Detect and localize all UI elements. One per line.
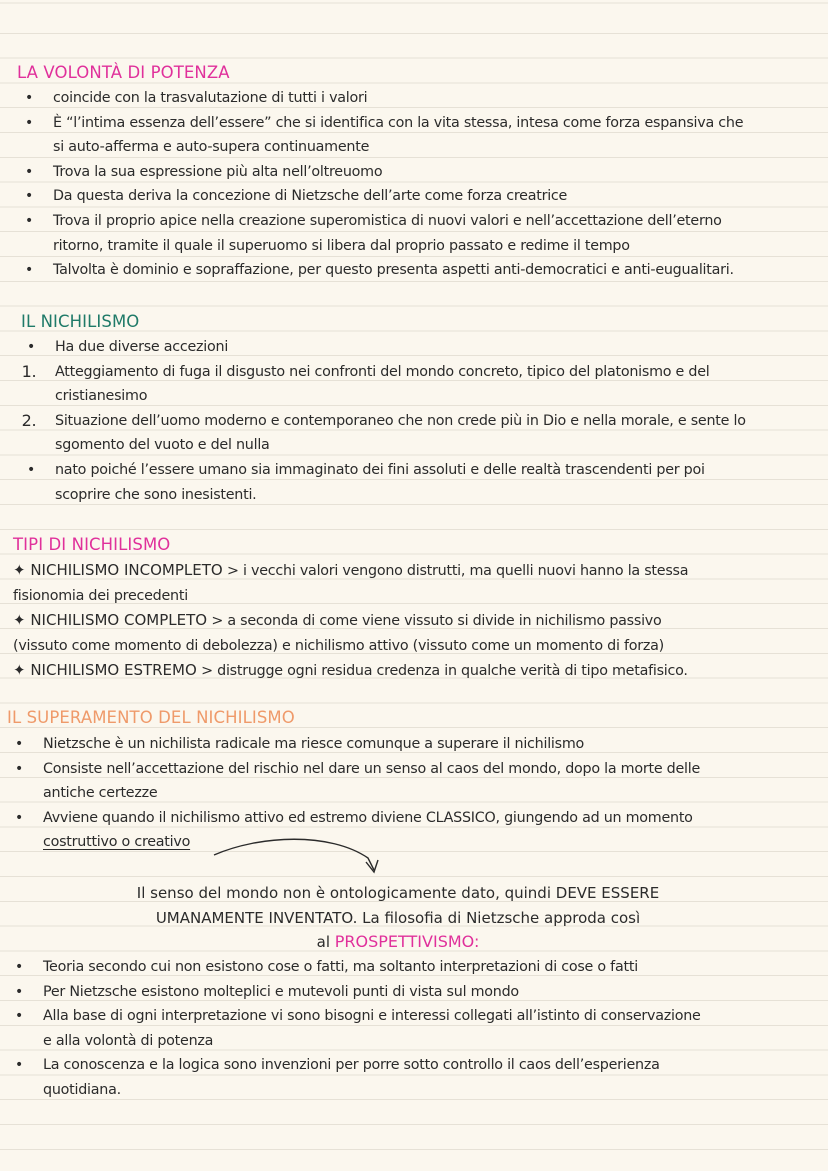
bullet-marker: • [24,188,33,205]
section-title-superamento: IL SUPERAMENTO DEL NICHILISMO [7,708,295,727]
list-item-line: cristianesimo [55,388,148,405]
prospettivismo-intro [100,881,696,955]
list-item-line: Atteggiamento di fuga il disgusto nei confronti del mondo concreto, tipico del platonismo e del [55,363,710,380]
list-item-line: Talvolta è dominio e sopraffazione, per questo presenta aspetti anti-democratici e anti-eugualitari. [53,262,734,279]
arrow-head [366,860,378,872]
list-item-line: Situazione dell’uomo moderno e contemporaneo che non crede più in Dio e nella morale, e sente lo [55,412,746,429]
list-item-line: Trova il proprio apice nella creazione superomistica di nuovi valori e nell’accettazione dell’eterno [53,212,722,229]
list-item-line: scoprire che sono inesistenti. [55,486,257,503]
tipi-keyword: ✦ NICHILISMO ESTREMO [13,661,197,680]
list-item-line: Per Nietzsche esistono molteplici e mutevoli punti di vista sul mondo [43,983,519,1000]
bullet-marker: • [24,212,33,229]
bullet-marker: 1. [21,361,37,381]
bullet-marker: • [14,1008,23,1025]
list-item [24,258,743,283]
bullet-marker: • [24,114,33,131]
list-item [24,86,743,111]
list-item [24,111,744,160]
tipi-text: fisionomia dei precedenti [13,587,188,604]
center-line-3 [100,930,696,955]
list-item [14,732,700,757]
list-item-line: costruttivo o creativo [43,834,191,851]
list-item-line: La conoscenza e la logica sono invenzioni per porre sotto controllo il caos dell’esperienza [43,1057,660,1074]
list-item [26,458,746,507]
list-item [14,980,701,1005]
list-volonta [24,86,744,283]
bullet-marker: 2. [21,410,37,430]
tipi-line [13,558,688,584]
list-item-line: Avviene quando il nichilismo attivo ed estremo diviene CLASSICO, giungendo ad un momento [43,809,693,826]
bullet-marker: • [14,1057,23,1074]
center-line-1: Il senso del mondo non è ontologicamente dato, quindi DEVE ESSERE [136,884,660,902]
tipi-text: > a seconda di come viene vissuto si divide in nichilismo passivo [207,613,662,630]
bullet-marker: • [26,461,35,478]
section-title-tipi: TIPI DI NICHILISMO [13,535,171,554]
list-item-line: e alla volontà di potenza [43,1032,214,1049]
tipi-text: > i vecchi valori vengono distrutti, ma quelli nuovi hanno la stessa [222,563,689,579]
list-item-line: Trova la sua espressione più alta nell’oltreuomo [53,163,383,180]
list-item-line: Ha due diverse accezioni [55,339,229,355]
tipi-keyword: ✦ NICHILISMO COMPLETO [13,611,208,630]
list-item [14,1004,701,1053]
list-superamento [14,732,701,855]
list-item [21,360,746,409]
list-item [26,335,746,360]
list-item-line: antiche certezze [43,785,158,802]
list-item [14,955,701,980]
tipi-line [13,608,688,634]
list-item-line: coincide con la trasvalutazione di tutti i valori [53,90,368,106]
list-item-line: sgomento del vuoto e del nulla [55,437,270,454]
list-nichilismo [21,335,746,507]
list-item-line: Consiste nell’accettazione del rischio nel dare un senso al caos del mondo, dopo la morte delle [43,760,701,777]
center-line-3-prefix: al [316,933,335,952]
tipi-line [13,658,688,684]
list-item-line: nato poiché l’essere umano sia immaginato dei fini assoluti e delle realtà trascendenti per poi [55,461,705,478]
tipi-line [13,584,688,609]
list-item-line: si auto-afferma e auto-supera continuamente [53,139,370,156]
section-title-nichilismo: IL NICHILISMO [21,312,140,331]
list-item-line: ritorno, tramite il quale il superuomo si libera dal proprio passato e redime il tempo [53,237,630,254]
list-item [14,757,701,806]
center-line-2: UMANAMENTE INVENTATO. La filosofia di Nietzsche approda così [155,908,641,927]
tipi-text: (vissuto come momento di debolezza) e nichilismo attivo (vissuto come un momento di forza) [13,637,664,654]
list-item-line: È “l’intima essenza dell’essere” che si identifica con la vita stessa, intesa come forza espansiva che [53,114,744,131]
tipi-text: > distrugge ogni residua credenza in qualche verità di tipo metafisico. [196,663,688,680]
list-item-line: Nietzsche è un nichilista radicale ma riesce comunque a superare il nichilismo [43,736,585,752]
tipi-line [13,634,688,659]
bullet-marker: • [14,760,23,777]
bullet-marker: • [24,262,33,279]
prospettivismo-highlight: PROSPETTIVISMO: [334,932,480,952]
list-item [24,209,743,258]
list-item [24,184,743,209]
bullet-marker: • [24,90,33,106]
list-prospettivismo [14,955,701,1103]
list-item-line: Da questa deriva la concezione di Nietzsche dell’arte come forza creatrice [53,188,568,205]
section-title-volonta: LA VOLONTÀ DI POTENZA [17,63,230,82]
bullet-marker: • [14,736,23,752]
list-item-line: Alla base di ogni interpretazione vi sono bisogni e interessi collegati all’istinto di conservazione [43,1008,701,1025]
bullet-marker: • [26,339,35,355]
bullet-marker: • [14,809,23,826]
list-item [24,160,743,185]
list-item-line: Teoria secondo cui non esistono cose o fatti, ma soltanto interpretazioni di cose o fatti [43,959,638,975]
bullet-marker: • [24,163,33,180]
bullet-marker: • [14,959,23,975]
tipi-keyword: ✦ NICHILISMO INCOMPLETO [13,561,223,579]
list-item [14,1053,701,1102]
list-item [14,806,700,855]
tipi-block [13,558,688,684]
bullet-marker: • [14,983,23,1000]
list-item-line: quotidiana. [43,1081,121,1098]
list-item [21,409,746,458]
